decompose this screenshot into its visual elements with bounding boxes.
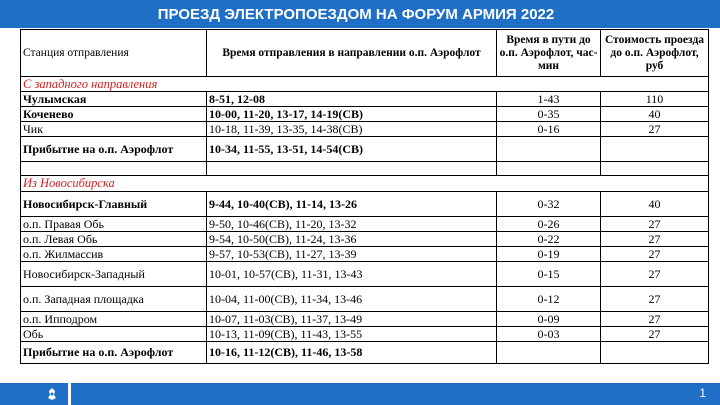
station-cell: о.п. Правая Обь bbox=[21, 217, 207, 232]
table-row bbox=[21, 192, 709, 217]
slide-title-bar bbox=[0, 0, 720, 28]
times-cell: 9-54, 10-50(СВ), 11-24, 13-36 bbox=[207, 232, 497, 247]
empty-cell bbox=[497, 162, 601, 176]
empty-cell bbox=[497, 342, 601, 364]
cost-cell: 27 bbox=[601, 312, 709, 327]
station-cell: Новосибирск-Западный bbox=[21, 262, 207, 287]
times-cell: 9-50, 10-46(СВ), 11-20, 13-32 bbox=[207, 217, 497, 232]
times-cell: 10-18, 11-39, 13-35, 14-38(СВ) bbox=[207, 122, 497, 137]
times-cell: 8-51, 12-08 bbox=[207, 92, 497, 107]
header-cost: Стоимость проезда до о.п. Аэрофлот, руб bbox=[601, 30, 709, 77]
cost-cell: 40 bbox=[601, 107, 709, 122]
footer-bar bbox=[0, 383, 720, 405]
station-cell: о.п. Жилмассив bbox=[21, 247, 207, 262]
times-cell: 10-01, 10-57(СВ), 11-31, 13-43 bbox=[207, 262, 497, 287]
travel-cell: 0-32 bbox=[497, 192, 601, 217]
header-station: Станция отправления bbox=[21, 30, 207, 77]
table-row bbox=[21, 287, 709, 312]
table-row bbox=[21, 247, 709, 262]
times-cell: 10-13, 11-09(СВ), 11-43, 13-55 bbox=[207, 327, 497, 342]
travel-cell: 0-19 bbox=[497, 247, 601, 262]
travel-cell: 0-22 bbox=[497, 232, 601, 247]
station-cell: Чик bbox=[21, 122, 207, 137]
arrival-row bbox=[21, 137, 709, 162]
cost-cell: 27 bbox=[601, 247, 709, 262]
empty-cell bbox=[601, 342, 709, 364]
table-row bbox=[21, 217, 709, 232]
station-cell: о.п. Западная площадка bbox=[21, 287, 207, 312]
arrival-label: Прибытие на о.п. Аэрофлот bbox=[21, 137, 207, 162]
empty-cell bbox=[497, 137, 601, 162]
footer-divider bbox=[68, 383, 71, 405]
cost-cell: 27 bbox=[601, 122, 709, 137]
section-row bbox=[21, 77, 709, 92]
table-row bbox=[21, 262, 709, 287]
empty-cell bbox=[21, 162, 207, 176]
table-row bbox=[21, 122, 709, 137]
cost-cell: 40 bbox=[601, 192, 709, 217]
travel-cell: 0-15 bbox=[497, 262, 601, 287]
table-row bbox=[21, 232, 709, 247]
arrival-row bbox=[21, 342, 709, 364]
travel-cell: 0-35 bbox=[497, 107, 601, 122]
arrival-times: 10-34, 11-55, 13-51, 14-54(СВ) bbox=[207, 137, 497, 162]
slide-title: ПРОЕЗД ЭЛЕКТРОПОЕЗДОМ НА ФОРУМ АРМИЯ 2022 bbox=[157, 5, 555, 23]
times-cell: 9-44, 10-40(СВ), 11-14, 13-26 bbox=[207, 192, 497, 217]
times-cell: 9-57, 10-53(СВ), 11-27, 13-39 bbox=[207, 247, 497, 262]
table-row bbox=[21, 312, 709, 327]
cost-cell: 27 bbox=[601, 327, 709, 342]
header-departure: Время отправления в направлении о.п. Аэрофлот bbox=[207, 30, 497, 77]
travel-cell: 0-16 bbox=[497, 122, 601, 137]
empty-cell bbox=[601, 137, 709, 162]
cost-cell: 110 bbox=[601, 92, 709, 107]
station-cell: Обь bbox=[21, 327, 207, 342]
station-cell: о.п. Левая Обь bbox=[21, 232, 207, 247]
station-cell: Чулымская bbox=[21, 92, 207, 107]
empty-cell bbox=[601, 162, 709, 176]
times-cell: 10-07, 11-03(СВ), 11-37, 13-49 bbox=[207, 312, 497, 327]
cost-cell: 27 bbox=[601, 232, 709, 247]
arrival-times: 10-16, 11-12(СВ), 11-46, 13-58 bbox=[207, 342, 497, 364]
times-cell: 10-04, 11-00(СВ), 11-34, 13-46 bbox=[207, 287, 497, 312]
table-row bbox=[21, 107, 709, 122]
cost-cell: 27 bbox=[601, 262, 709, 287]
header-travel-time: Время в пути до о.п. Аэрофлот, час-мин bbox=[497, 30, 601, 77]
arrival-label: Прибытие на о.п. Аэрофлот bbox=[21, 342, 207, 364]
header-row bbox=[21, 30, 709, 77]
station-cell: Коченево bbox=[21, 107, 207, 122]
travel-cell: 0-26 bbox=[497, 217, 601, 232]
section-west-label: С западного направления bbox=[21, 77, 709, 92]
cost-cell: 27 bbox=[601, 287, 709, 312]
travel-cell: 0-03 bbox=[497, 327, 601, 342]
travel-cell: 1-43 bbox=[497, 92, 601, 107]
spacer-row bbox=[21, 162, 709, 176]
cost-cell: 27 bbox=[601, 217, 709, 232]
section-nsk-label: Из Новосибирска bbox=[21, 176, 709, 192]
travel-cell: 0-09 bbox=[497, 312, 601, 327]
empty-cell bbox=[207, 162, 497, 176]
station-cell: о.п. Ипподром bbox=[21, 312, 207, 327]
times-cell: 10-00, 11-20, 13-17, 14-19(СВ) bbox=[207, 107, 497, 122]
section-row bbox=[21, 176, 709, 192]
schedule-table bbox=[20, 29, 709, 364]
travel-cell: 0-12 bbox=[497, 287, 601, 312]
station-cell: Новосибирск-Главный bbox=[21, 192, 207, 217]
table-row bbox=[21, 327, 709, 342]
page-number: 1 bbox=[699, 386, 706, 400]
table-row bbox=[21, 92, 709, 107]
emblem-icon bbox=[44, 386, 60, 402]
